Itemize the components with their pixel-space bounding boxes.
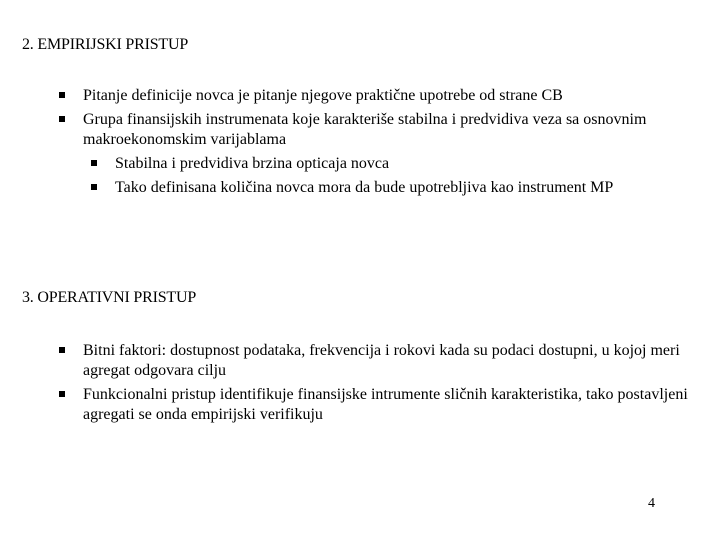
square-bullet-icon: [59, 116, 65, 122]
sub-list-item: [91, 178, 699, 198]
square-bullet-icon: [59, 347, 65, 353]
sub-list-item-text: Stabilna i predvidiva brzina opticaja novca: [115, 155, 390, 172]
list-item-text: Funkcionalni pristup identifikuje finansijske intrumente sličnih karakteristika, tako postavljeni agregati se onda empirijski verifikuju: [83, 386, 688, 423]
square-bullet-icon: [59, 391, 65, 397]
sub-list-item-text: Tako definisana količina novca mora da bude upotrebljiva kao instrument MP: [115, 179, 614, 196]
sub-list-item: [91, 154, 699, 174]
square-bullet-icon: [91, 184, 97, 190]
list-item: [59, 341, 699, 381]
page-number: 4: [648, 496, 655, 511]
section-operative-list: [59, 341, 699, 429]
section-heading-operative: 3. OPERATIVNI PRISTUP: [22, 289, 197, 306]
section-heading-empirical: 2. EMPIRIJSKI PRISTUP: [22, 36, 189, 53]
list-item-text: Pitanje definicije novca je pitanje njegove praktične upotrebe od strane CB: [83, 87, 563, 104]
section-empirical-list: [59, 86, 699, 202]
list-item: [59, 385, 699, 425]
list-item-text: Bitni faktori: dostupnost podataka, frekvencija i rokovi kada su podaci dostupni, u kojoj meri agregat odgovara cilju: [83, 342, 680, 379]
list-item-text: Grupa finansijskih instrumenata koje karakteriše stabilna i predvidiva veza sa osnovnim makroekonomskim varijablama: [83, 111, 647, 148]
square-bullet-icon: [59, 92, 65, 98]
list-item: [59, 86, 699, 106]
square-bullet-icon: [91, 160, 97, 166]
list-item: [59, 110, 699, 150]
